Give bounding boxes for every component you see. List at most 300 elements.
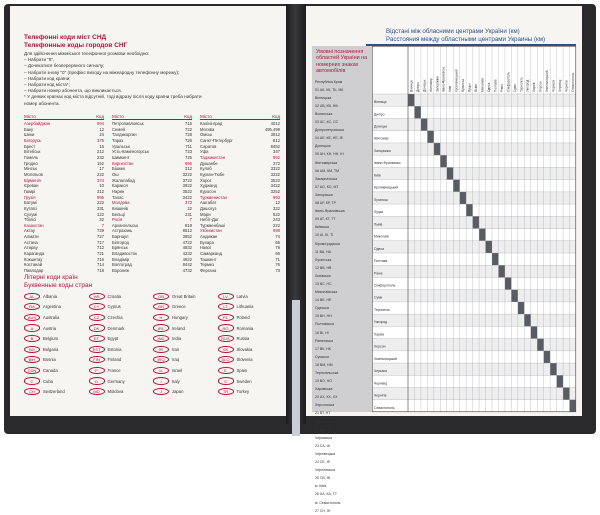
region-entry: 03 АС, КС, СС [315,120,339,125]
dial-code: 812 [273,137,280,143]
region-entry: Львівська [315,273,331,278]
region-entry: 19 ВО, НО [315,379,333,384]
matrix-col-label: Рівне [499,83,504,92]
header-city: Місто [24,114,36,119]
region-entry: Київська [315,225,329,230]
city-name: Волгоград [112,262,132,268]
country-code-row [24,355,282,366]
distance-title-ru: Расстояния между областными центрами Украины (км) [386,36,546,43]
matrix-row-label: Суми [374,295,383,300]
region-entry: Донецька [315,144,331,149]
dial-code: 718 [97,268,104,274]
dial-code: 995 [97,194,104,200]
matrix-diagonal-cell [466,204,472,216]
region-entry: 15 ВН, НН [315,314,332,319]
city-name: Білгород [112,239,129,245]
matrix-row-label: Вінниця [374,100,387,105]
region-entry: Республіка Крим [315,79,343,84]
region-entry: Луганська [315,257,332,262]
country-code-oval: BIH [24,356,40,363]
country-code-oval: CDN [24,367,40,374]
dial-code: 727 [97,234,104,240]
city-name: Батумі [24,200,37,206]
dial-code: 222 [273,222,280,228]
region-entry: 02 АВ, КВ, НВ [315,103,338,108]
city-name: Казахстан [24,222,44,228]
dial-code: 4832 [182,245,192,251]
dial-code: 222 [97,171,104,177]
country-code-oval: IND [153,335,169,342]
country-code-item [89,377,154,384]
dial-code: 717 [97,239,104,245]
country-name: Australia [43,314,60,320]
country-code-oval: J [153,388,169,395]
dial-code: 73 [275,268,280,274]
region-entry: Черкаська [315,435,332,440]
region-entry: Одеська [315,306,329,311]
matrix-col-label: Київ [448,85,453,92]
country-name: Romania [236,325,254,331]
country-code-item [153,293,218,300]
header-city: Місто [200,114,212,119]
country-code-oval: EST [89,346,105,353]
city-name: Жалалабад [112,177,135,183]
matrix-row-label: Запоріжжя [374,148,391,153]
matrix-diagonal-cell [427,131,433,143]
country-code-item [218,346,283,353]
matrix-row-label: Хмельницький [374,356,397,361]
country-code-row [24,365,282,376]
dial-code: 818 [185,222,192,228]
dial-code: 8512 [182,228,192,234]
city-name: Бішкек [112,166,126,172]
country-code-oval: C [24,377,40,384]
country-code-oval: CH [24,388,40,395]
region-entry: 17 ВК, НК [315,346,331,351]
country-name: Japan [172,389,184,395]
region-entry: Чернівецька [315,451,336,456]
country-codes-title-uk: Літерні коди країн [24,274,78,281]
city-name: Могильов [24,171,43,177]
country-codes-grid [24,291,282,397]
country-code-row [24,386,282,397]
matrix-col-label: Суми [512,84,517,92]
country-code-item [153,314,218,321]
region-entry: 26 АА, КА, ТТ [315,492,338,497]
city-name: Костанай [24,262,43,268]
matrix-diagonal-cell [570,400,576,412]
country-name: Bosnia [43,357,56,363]
city-name: Мари [200,211,211,217]
city-name: Актау [24,228,35,234]
city-name: Шеки [24,132,35,138]
city-name: Азербайджан [24,121,51,126]
matrix-diagonal-cell [414,106,420,118]
region-entry: 21 ВТ, НТ [315,411,331,416]
region-entry: 06 АМ, КМ, ТМ [315,168,340,173]
dial-code: 992 [273,154,280,160]
matrix-row-label: Рівне [374,271,383,276]
city-name: Шимкент [112,154,130,160]
dial-code: 375 [97,137,104,143]
matrix-col-label: Кропивницький [454,69,459,92]
country-code-item [24,356,89,363]
phone-codes-column-2 [112,114,192,274]
country-code-row [24,312,282,323]
country-code-oval: AL [24,293,40,300]
matrix-col-label: Чернігів [564,80,569,92]
region-legend [312,46,372,513]
matrix-col-label: Черкаси [551,79,556,92]
matrix-diagonal-cell [440,155,446,167]
region-entry: 01 АК, КК, ТК, МК [315,87,344,92]
matrix-col-label: Луцьк [467,83,472,92]
country-code-oval: SK [218,346,234,353]
matrix-row-band [372,143,576,155]
matrix-row-band [372,388,576,400]
city-name: Єреван [24,183,39,189]
city-name: Бельці [112,211,125,217]
dial-code: 711 [185,143,192,149]
dial-code: 716 [97,256,104,262]
city-name: Душанбе [200,160,218,166]
matrix-diagonal-cell [550,363,556,375]
matrix-row-band [372,363,576,375]
city-name: Дашогуз [200,205,217,211]
country-code-item [153,367,218,374]
matrix-row-label: Миколаїв [374,234,389,239]
matrix-diagonal-cell [524,314,530,326]
city-name: Ош [112,171,119,177]
city-name: Тбілісі [24,217,37,223]
country-code-row [24,302,282,313]
dial-code: 12 [99,126,104,132]
matrix-col-label: Хмельницький [545,70,550,92]
country-name: Greece [172,304,186,310]
matrix-row-label: Харків [374,332,385,337]
matrix-row-label: Сімферополь [374,283,396,288]
dial-code: 322 [273,205,280,211]
city-name: Уральськ [112,143,130,149]
city-name: Молдова [112,200,130,206]
matrix-row-label: Луганськ [374,197,388,202]
matrix-col-label: Чернівці [558,79,563,92]
country-code-oval: BG [24,346,40,353]
city-name: Худжанд [200,183,217,189]
city-name: Андижан [200,234,218,240]
city-name: Киргизстан [112,160,134,166]
country-code-oval: GR [153,303,169,310]
region-entry: Запорізька [315,192,333,197]
dial-code: 212 [97,149,104,155]
country-code-item [153,335,218,342]
matrix-row-label: Львів [374,222,383,227]
city-row [112,268,192,274]
country-code-row [24,344,282,355]
country-code-item [89,388,154,395]
dial-code: 723 [185,149,192,155]
dial-code: 8452 [270,143,280,149]
region-entry: 22 ВХ, НХ [315,427,332,432]
matrix-diagonal-cell [498,265,504,277]
city-name: Астрахань [112,228,133,234]
instruction-line: – Набрати номер абонента, що викликається. [24,88,122,94]
country-code-item [153,388,218,395]
country-code-item [89,367,154,374]
country-code-oval: LV [218,293,234,300]
matrix-diagonal-cell [557,375,563,387]
country-code-item [24,388,89,395]
country-code-oval: RA [24,303,40,310]
country-code-item [153,346,218,353]
matrix-row-band [372,314,576,326]
country-code-row [24,291,282,302]
country-name: Albania [43,293,57,299]
dial-code: 17 [99,166,104,172]
matrix-diagonal-cell [479,229,485,241]
city-name: Білорусь [24,137,42,143]
country-code-oval: PL [218,314,234,321]
matrix-diagonal-cell [518,302,524,314]
region-entry: 04 АЕ, КЕ, НЕ, ІЕ [315,136,343,141]
country-name: Iran [172,346,180,352]
region-legend-heading: Умовні позначення областей України на номерних знаках автомобілів [316,49,368,75]
region-entry: 14 ВЕ, НЕ [315,298,332,303]
dial-code: 994 [97,121,104,126]
city-name: Павлодар [24,268,44,274]
country-code-item [218,388,283,395]
country-name: Argentina [43,304,61,310]
city-name: Фергана [200,268,217,274]
matrix-diagonal-cell [511,290,517,302]
matrix-row-label: Кропивницький [374,185,399,190]
region-entry: 25 СВ, ІВ [315,476,330,481]
country-code-oval: SLO [218,356,234,363]
matrix-diagonal-cell [453,180,459,192]
country-code-oval: DK [89,324,105,331]
dial-code: 347 [273,149,280,155]
country-name: Croatia [107,293,121,299]
city-name: Ташкент [200,256,217,262]
city-name: Сухумі [24,211,38,217]
country-code-item [218,377,283,384]
region-entry: Волинська [315,112,333,116]
dial-code: 715 [185,121,192,126]
dial-code: 79 [275,245,280,251]
dial-code: 4012 [270,121,280,126]
country-name: Great Britain [172,293,196,299]
region-entry: Тернопільська [315,371,339,375]
matrix-diagonal-cell [492,253,498,265]
matrix-row-label: Донецьк [374,124,388,129]
country-code-oval: LT [218,303,234,310]
country-code-oval: H [153,314,169,321]
country-codes-title-ru: Буквенные коды стран [24,282,93,289]
matrix-diagonal-cell [505,277,511,289]
dial-code: 3722 [182,177,192,183]
country-code-item [89,324,154,331]
dial-code: 152 [97,160,104,166]
dial-code: 3322 [270,166,280,172]
country-code-item [153,377,218,384]
dial-code: 7 [101,222,104,228]
city-name: Алмати [24,234,39,240]
matrix-col-label: Вінниця [409,80,414,92]
dial-code: 231 [185,211,192,217]
matrix-row-band [372,339,576,351]
city-name: Кокшетау [24,256,43,262]
matrix-col-label: Херсон [538,81,543,92]
country-code-item [218,314,283,321]
matrix-diagonal-cell [421,118,427,130]
matrix-col-label: Севастополь [570,72,575,92]
country-code-oval: RUS [218,335,234,342]
matrix-col-label: Львів [474,84,479,92]
city-name: Калінінград [200,121,223,126]
city-name: Талдикорган [112,132,137,138]
instruction-line: – Набрати код міста*; [24,82,70,88]
country-name: Bulgaria [43,346,59,352]
country-name: Israel [172,367,183,373]
dial-code: 222 [97,200,104,206]
column-header [200,114,280,120]
instruction-line: * У деяких країнах код міста відсутній, тоді відразу після коду країни треба набрати [24,94,202,100]
matrix-row-band [372,94,576,106]
region-entry: Дніпропетровська [315,128,345,133]
dial-code: 998 [273,228,280,234]
phone-codes-column-1 [24,114,104,274]
phone-codes-title-ru: Телефонные коды городов СНГ [24,42,128,49]
region-entry: м. Севастополь [315,500,341,505]
country-name: Czechia [107,314,123,320]
city-name: Баку [24,126,34,132]
dial-code: 4722 [182,239,192,245]
city-name: Туркменбаші [200,222,225,228]
city-row [24,268,104,274]
country-code-item [24,314,89,321]
country-name: Germany [107,378,125,384]
matrix-row-band [372,118,576,130]
region-entry: Полтавська [315,322,334,327]
matrix-col-label: Тернопіль [519,77,524,92]
city-name: Мінськ [24,166,37,172]
country-code-oval: TR [218,388,234,395]
country-code-oval: IR [153,346,169,353]
dial-code: 3922 [182,183,192,189]
country-name: Ireland [172,325,185,331]
dial-code: 374 [97,177,104,183]
instruction-line: – Дочекатися безперервного сигналу; [24,63,105,69]
country-name: France [107,367,121,373]
matrix-diagonal-cell [460,192,466,204]
country-code-oval: HR [89,293,105,300]
country-code-oval: CZ [89,314,105,321]
country-code-oval: A [24,324,40,331]
dial-code: 32 [99,217,104,223]
country-code-oval: B [24,335,40,342]
country-code-item [89,293,154,300]
city-name: Владімір [112,256,130,262]
city-name: Владивосток [112,251,137,257]
region-entry: Сумська [315,354,329,359]
matrix-col-label: Луганськ [461,79,466,92]
matrix-row-label: Тернопіль [374,307,390,312]
city-name: Курган-Тюбе [200,171,225,177]
dial-code: 3852 [182,234,192,240]
country-code-oval: E [218,367,234,374]
city-name: Самарканд [200,251,222,257]
dial-code: 10 [99,183,104,189]
country-code-oval: GB [153,293,169,300]
city-name: Караганда [24,251,45,257]
city-name: Саратов [200,143,217,149]
city-name: Архангельськ [112,222,139,228]
region-entry: м. Київ [315,484,327,489]
distance-title-uk: Відстані між обласними центрами України (км) [386,28,520,35]
country-code-item [153,324,218,331]
region-entry: 07 АО, КО, МТ [315,184,339,189]
region-entry: Івано-Франківська [315,209,345,214]
city-name: Каракол [112,183,128,189]
dial-code: 7 [189,217,192,223]
matrix-row-label: Луцьк [374,210,384,215]
country-code-row [24,333,282,344]
country-code-item [218,335,283,342]
country-code-item [24,377,89,384]
country-name: Russia [236,336,250,342]
region-entry: Хмельницька [315,419,337,424]
country-code-item [24,324,89,331]
matrix-diagonal-cell [447,167,453,179]
country-name: Slovakia [236,346,253,352]
dial-code: 232 [97,154,104,160]
dial-code: 3222 [182,171,192,177]
region-entry: Закарпатська [315,176,338,181]
city-name: Таджикистан [200,154,226,160]
matrix-row-label: Чернігів [374,393,387,398]
dial-code: 8442 [182,262,192,268]
country-code-oval: S [218,377,234,384]
dial-code: 726 [185,137,192,143]
dial-code: 66 [275,251,280,257]
city-name: Кулоб [200,166,212,172]
region-entry: 27 СН, ІН [315,508,331,513]
header-city: Місто [112,114,124,119]
matrix-col-label: Дніпро [415,82,420,92]
country-code-item [218,303,283,310]
region-entry: Кіровоградська [315,241,340,246]
matrix-diagonal-cell [434,143,440,155]
dial-code: 722 [185,126,192,132]
country-name: Latvia [236,293,248,299]
city-name: Кутаїсі [24,205,37,211]
country-name: Switzerland [43,389,65,395]
matrix-diagonal-cell [537,339,543,351]
dial-code: 372 [273,160,280,166]
dial-code: 312 [185,166,192,172]
city-row [200,268,280,274]
dial-code: 4922 [182,256,192,262]
dial-code: 993 [273,194,280,200]
dial-code: 495,499 [264,126,280,132]
header-code: Код [96,114,104,119]
region-entry: Миколаївська [315,290,338,295]
matrix-row-label: Чернівці [374,381,388,386]
country-code-oval: RO [218,324,234,331]
dial-code: 712 [97,245,104,251]
dial-code: 76 [275,262,280,268]
region-entry: Чернігівська [315,468,335,473]
